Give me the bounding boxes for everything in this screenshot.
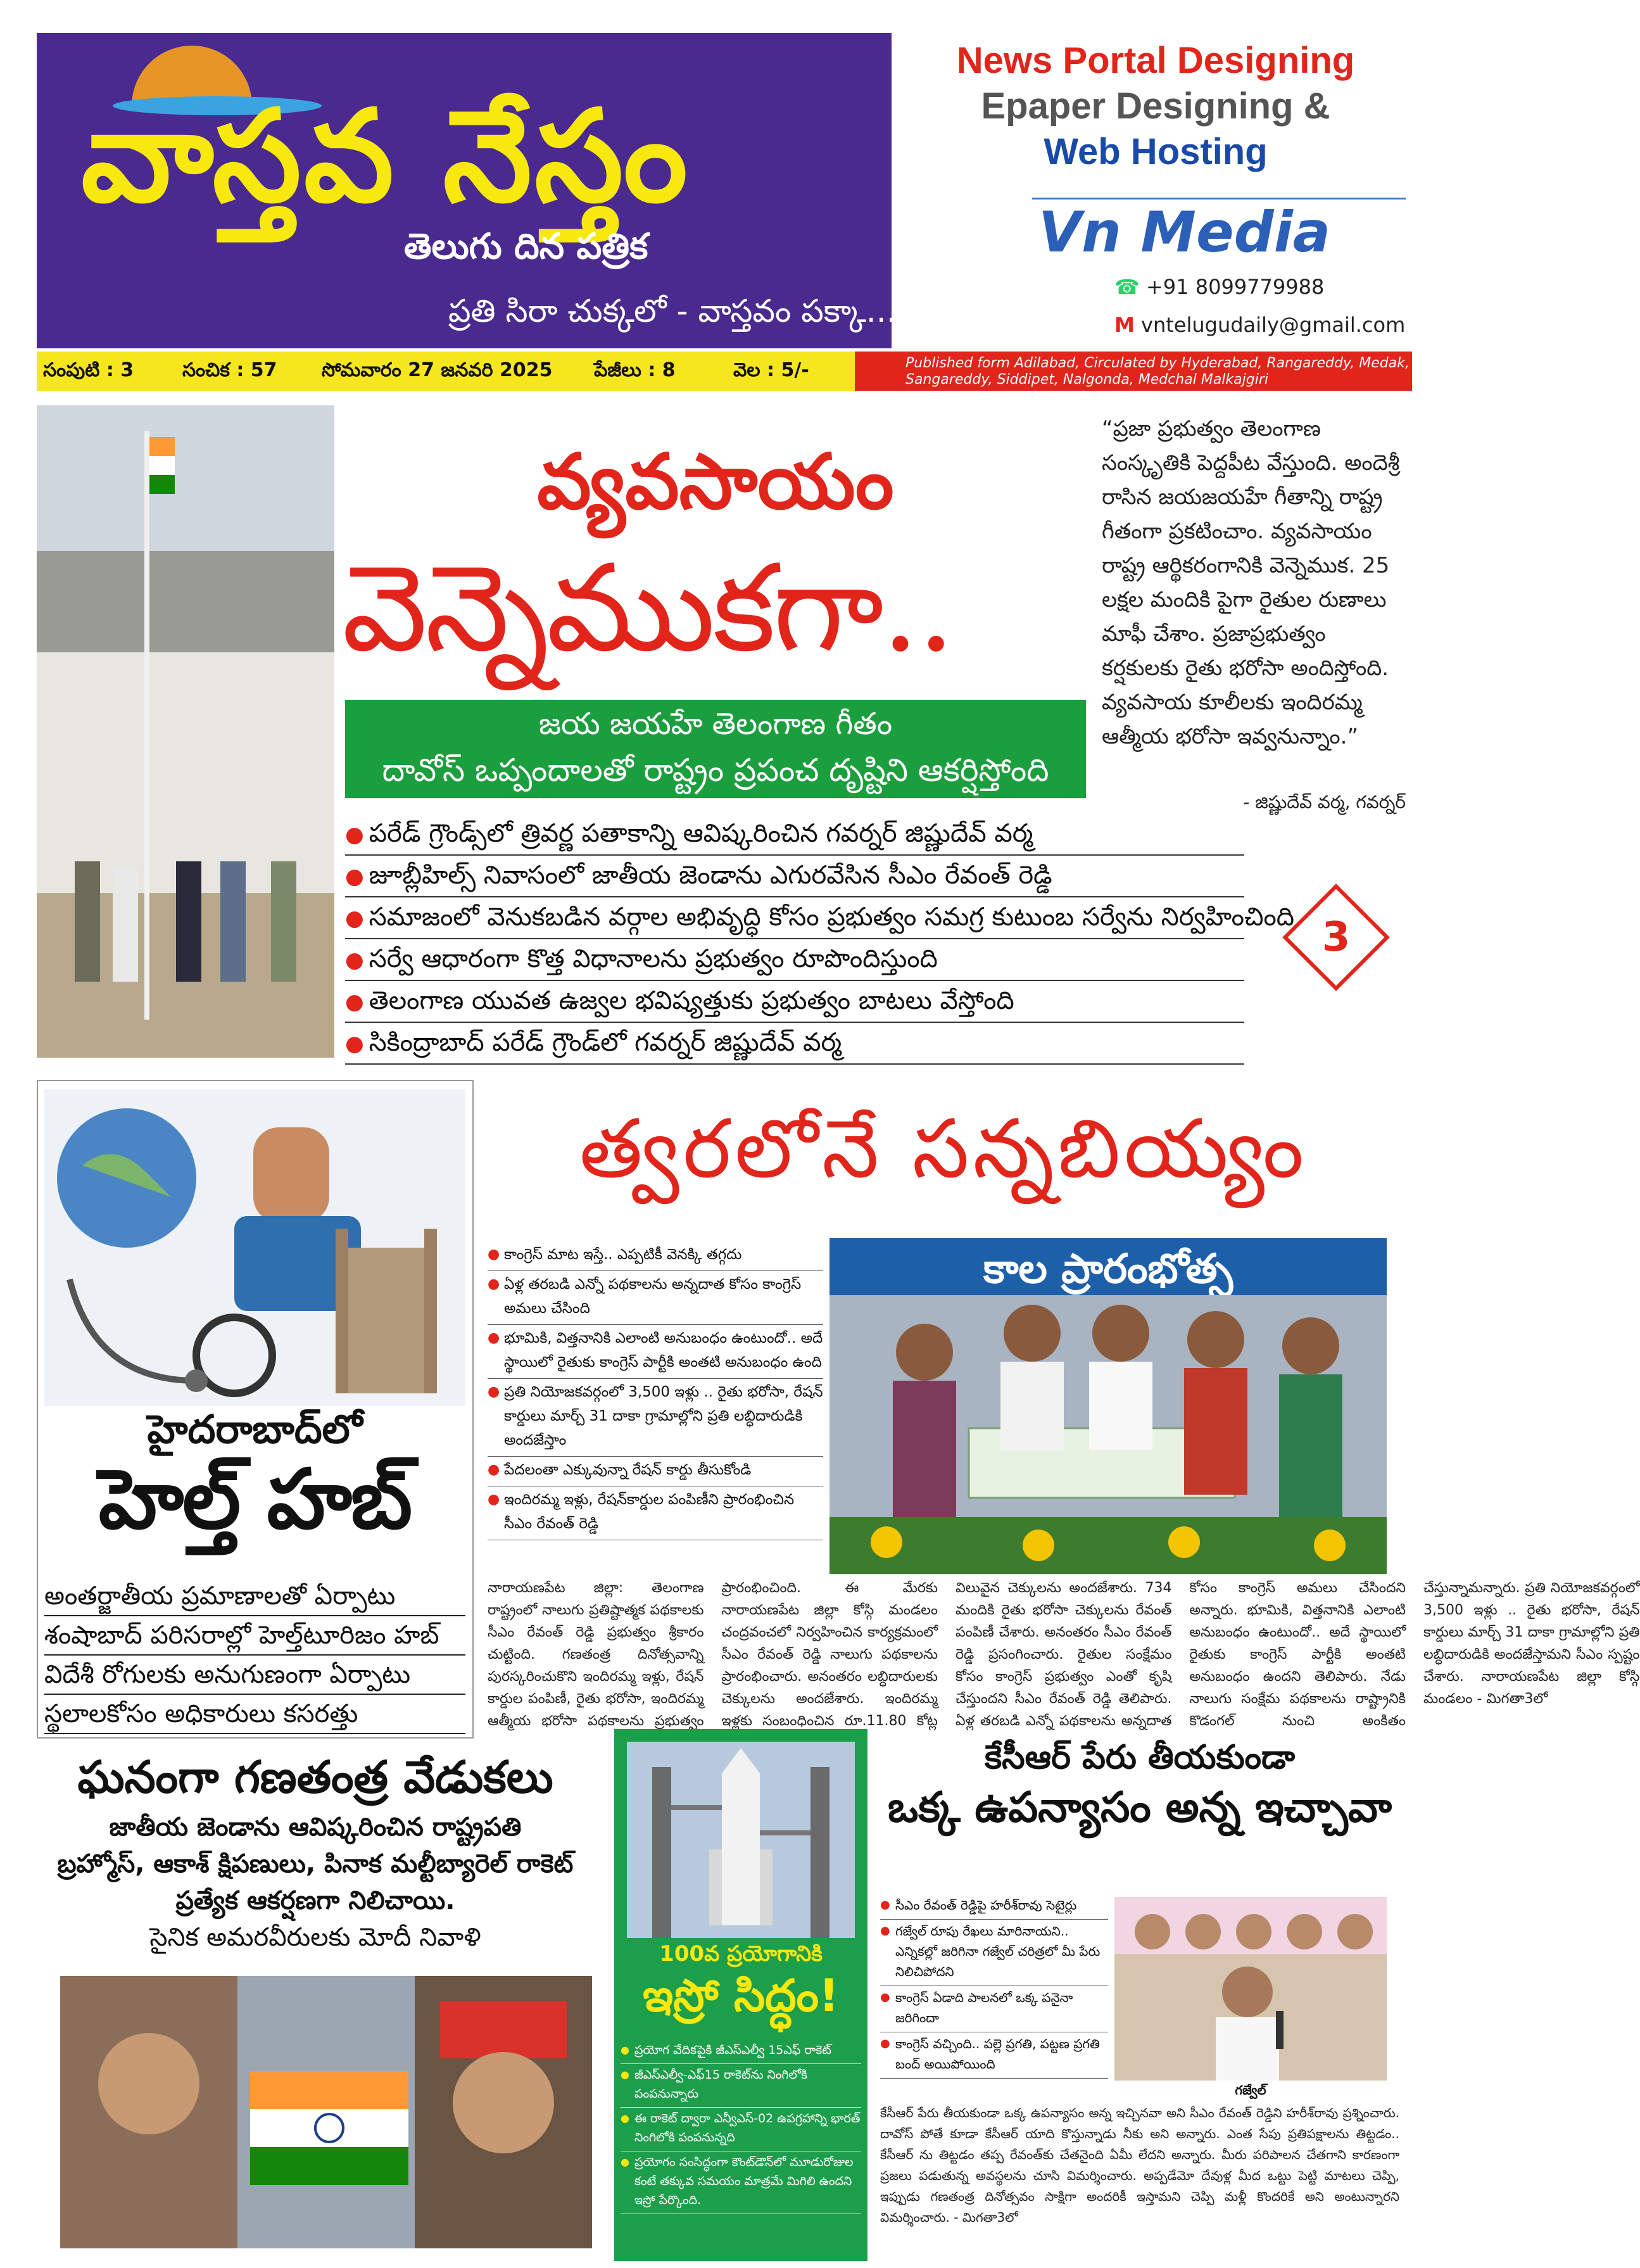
list-item: ● కాంగ్రెస్ ఏడాది పాలనలో ఒక్క పనైనా జరిగిందా (880, 1986, 1108, 2032)
republic-day-subhead-3: ప్రత్యేక ఆకర్షణగా నిలిచాయి. (175, 1886, 455, 1915)
ad-line-1: News Portal Designing (956, 40, 1355, 81)
republic-day-headline: ఘనంగా గణతంత్ర వేడుకలు (77, 1751, 553, 1803)
rice-headline: త్వరలోనే సన్నబియ్యం (579, 1102, 1308, 1196)
list-item: ● సర్వే ఆధారంగా కొత్త విధానాలను ప్రభుత్వం రూపొందిస్తుంది (345, 939, 1244, 981)
republic-day-subhead-4: సైనిక అమరవీరులకు మోదీ నివాళి (149, 1923, 481, 1952)
list-item: ● ప్రయోగ వేదికపైకి జీఎస్ఎల్వీ 15ఎఫ్ రాకెట్ (621, 2039, 861, 2064)
whatsapp-icon: ☎ (1114, 275, 1140, 299)
rice-article-body: నారాయణపేట జిల్లా: తెలంగాణ రాష్ట్రంలో నాలుగు ప్రతిష్టాత్మక పథకాలకు సీఎం రేవంత్ రెడ్డి ప్రభుత్వం శ్రీకారం చుట్టింది. గణతంత్ర దినోత్సవాన్ని పురస్కరించుకొని ఇందిరమ్మ ఇళ్లు, రేషన్ కార్డుల పంపిణీ, రైతు భరోసా, ఇందిరమ్మ ఆత్మీయ భరోసా పథకాలను ప్రభుత్వం ప్రారంభించింది. ఈ మేరకు నారాయణపేట జిల్లా కోస్గి మండలం చంద్రవంచలో నిర్వహించిన కార్యక్రమంలో సీఎం రేవంత్ రెడ్డి నాలుగు పథకాలను ప్రారంభించారు. అనంతరం లబ్ధిదారులకు చెక్కులను అందజేశారు. ఇందిరమ్మ ఇళ్లకు సంబంధించిన రూ.11.80 కోట్ల విలువైన చెక్కులను అందజేశారు. 734 మందికి రైతు భరోసా చెక్కులను రేవంత్ పంపిణీ చేశారు. అనంతరం సీఎం రేవంత్ రెడ్డి ప్రసంగించారు. రైతుల సంక్షేమం కోసం కాంగ్రెస్ ప్రభుత్వం ఎంతో కృషి చేస్తుందని సీఎం రేవంత్ రెడ్డి తెలిపారు. ఏళ్ల తరబడి ఎన్నో పథకాలను అన్నదాత కోసం కాంగ్రెస్ అమలు చేసిందని అన్నారు. భూమికి, విత్తనానికి ఎలాంటి అనుబంధం ఉంటుందో.. అదే స్థాయిలో రైతుకు కాంగ్రెస్ పార్టీకి అంతటి అనుబంధం ఉందని తెలిపారు. నేడు నాలుగు సంక్షేమ పథకాలను రాష్ట్రానికి కొడంగల్ నుంచి అంకితం చేస్తున్నామన్నారు. ప్రతి నియోజకవర్గంలో 3,500 ఇళ్లు .. రైతు భరోసా, రేషన్ కార్డులు మార్చ్ 31 దాకా గ్రామాల్లోని ప్రతి లబ్ధిదారుడికి అందజేస్తామని సీఎం స్పష్టం చేశారు. నారాయణపేట జిల్లా కోస్గి మండలం - మిగతా3లో (488, 1580, 1640, 1729)
list-item: ● కాంగ్రెస్ వచ్చింది.. పల్లె ప్రగతి, పట్టణ ప్రగతి బంద్ అయిపోయింది (880, 2032, 1108, 2079)
list-item: ● కాంగ్రెస్ మాట ఇస్తే.. ఎప్పటికీ వెనక్కి తగ్గదు (488, 1241, 823, 1271)
newspaper-tagline: ప్రతి సిరా చుక్కలో - వాస్తవం పక్కా... (448, 293, 897, 329)
volume-label: సంపుటి : 3 (43, 359, 134, 381)
newspaper-title: వాస్తవ నేస్తం (81, 82, 690, 231)
cheque-distribution-photo (829, 1238, 1387, 1574)
list-item: ● జూబ్లీహిల్స్ నివాసంలో జాతీయ జెండాను ఎగురవేసిన సీఎం రేవంత్ రెడ్డి (345, 856, 1244, 897)
kcr-bullets (880, 1894, 1108, 2079)
ad-line-2: Epaper Designing & (981, 86, 1330, 127)
list-item: అంతర్జాతీయ ప్రమాణాలతో ఏర్పాటు (44, 1577, 465, 1616)
issue-info-bar (37, 352, 892, 391)
list-item: ● పేదలంతా ఎక్కువున్నా రేషన్ కార్డు తీసుకోండి (488, 1457, 823, 1486)
list-item: ● సమాజంలో వెనుకబడిన వర్గాల అభివృద్ధి కోసం ప్రభుత్వం సమగ్ర కుటుంబ సర్వేను నిర్వహించింది (345, 897, 1244, 939)
newspaper-subtitle: తెలుగు దిన పత్రిక (404, 226, 648, 267)
flag-hoisting-photo (37, 405, 334, 1058)
health-heading-small: హైదరాబాద్‌లో (147, 1406, 363, 1452)
gmail-icon: M (1114, 313, 1135, 337)
subdeck-line-2: దావోస్ ఒప్పందాలతో రాష్ట్రం ప్రపంచ దృష్టిని ఆకర్షిస్తోంది (382, 752, 1049, 789)
pages-label: పేజీలు : 8 (594, 359, 676, 381)
governor-quote: “ప్రజా ప్రభుత్వం తెలంగాణ సంస్కృతికి పెద్దపీట వేస్తుంది. అందెశ్రీ రాసిన జయజయహే గీతాన్ని రాష్ట్ర గీతంగా ప్రకటించాం. వ్యవసాయం రాష్ట్ర ఆర్థికరంగానికి వెన్నెముక. 25 లక్షల మందికి పైగా రైతుల రుణాలు మాఫీ చేశాం. ప్రజాప్రభుత్వం కర్షకులకు రైతు భరోసా అందిస్తోంది. వ్యవసాయ కూలీలకు ఇందిరమ్మ ఆత్మీయ భరోసా ఇవ్వనున్నాం.” (1102, 416, 1400, 749)
isro-bullets (621, 2039, 861, 2214)
republic-day-photo (60, 1976, 592, 2248)
health-heading-large: హెల్త్ హబ్ (98, 1450, 412, 1547)
list-item: శంషాబాద్ పరిసరాల్లో హెల్త్‌టూరిజం హబ్ (44, 1616, 465, 1656)
headline-subdeck (345, 700, 1086, 798)
list-item: విదేశీ రోగులకు అనుగుణంగా ఏర్పాటు (44, 1656, 465, 1695)
kcr-photo-caption: గజ్వేల్ (1235, 2082, 1266, 2098)
date-label: సోమవారం 27 జనవరి 2025 (322, 359, 553, 381)
masthead (37, 33, 897, 348)
list-item: ● సీఎం రేవంత్ రెడ్డిపై హరీశ్‌రావు సెటైర్లు (880, 1894, 1108, 1920)
list-item: ● సికింద్రాబాద్ పరేడ్ గ్రౌండ్‌లో గవర్నర్ జిష్ణుదేవ్ వర్మ (345, 1023, 1244, 1065)
main-headline: వెన్నెముకగా.. (342, 538, 953, 678)
whatsapp-phone: ☎ +91 8099779988 (1114, 275, 1325, 299)
quote-attribution: - జిష్ణుదేవ్ వర్మ, గవర్నర్ (1243, 792, 1406, 813)
page-ref-number[interactable]: 3 (1321, 914, 1351, 961)
kcr-headline-large: ఒక్క ఉపన్యాసం అన్న ఇచ్చావా (888, 1783, 1392, 1832)
ad-brand: Vn Media (1032, 198, 1406, 266)
list-item: ● భూమికి, విత్తనానికి ఎలాంటి అనుబంధం ఉంటుందో.. అదే స్థాయిలో రైతుకు కాంగ్రెస్ పార్టీకి అంతటి అనుబంధం ఉంది (488, 1325, 823, 1379)
email-address: M vntelugudaily@gmail.com (1114, 313, 1406, 337)
subdeck-line-1: జయ జయహే తెలంగాణ గీతం (538, 706, 893, 742)
list-item: ● ఏళ్ల తరబడి ఎన్నో పథకాలను అన్నదాత కోసం కాంగ్రెస్ అమలు చేసింది (488, 1271, 823, 1325)
kcr-headline-small: కేసీఆర్ పేరు తీయకుండా (984, 1739, 1296, 1777)
republic-day-subhead-1: జాతీయ జెండాను ఆవిష్కరించిన రాష్ట్రపతి (109, 1813, 522, 1842)
republic-day-subhead-2: బ్రహ్మోస్, ఆకాశ్ క్షిపణులు, పినాక మల్టీబ్యారెల్ రాకెట్ (57, 1849, 574, 1878)
health-hub-illustration (44, 1089, 465, 1406)
list-item: ● ఈ రాకెట్ ద్వారా ఎన్వీఎస్-02 ఉపగ్రహాన్ని భారత్ నింగిలోకి పంపనున్నది (621, 2108, 861, 2151)
list-item: స్థలాలకోసం అధికారులు కసరత్తు (44, 1695, 465, 1734)
list-item: ● తెలంగాణ యువత ఉజ్వల భవిష్యత్తుకు ప్రభుత్వం బాటలు వేస్తోంది (345, 981, 1244, 1023)
list-item: ● ప్రతి నియోజకవర్గంలో 3,500 ఇళ్లు .. రైతు భరోసా, రేషన్ కార్డులు మార్చ్ 31 దాకా గ్రామాల్లోని ప్రతి లబ్ధిదారుడికి అందజేస్తాం (488, 1379, 823, 1457)
publication-info: Published form Adilabad, Circulated by Hyderabad, Rangareddy, Medak, Sangareddy, Siddipet, Nalgonda, Medchal Malkajgiri (855, 352, 1412, 391)
harish-rao-speech-photo (1114, 1897, 1387, 2081)
list-item: ● ప్రయోగం సంసిద్ధంగా కౌంట్‌డౌన్‌లో మూడురోజుల కంటే తక్కువ సమయం మాత్రమే మిగిలి ఉందని ఇస్రో పేర్కొంది. (621, 2151, 861, 2214)
list-item: ● గజ్వేల్ రూపు రేఖలు మారినాయని.. ఎన్నికల్లో జరిగినా గజ్వేల్ చరిత్రలో మీ పేరు నిలిచిపోదని (880, 1920, 1108, 1986)
photo-banner-text: కాల ప్రారంభోత్స (983, 1246, 1233, 1293)
top-story-bullets (345, 814, 1295, 1065)
rocket-launchpad-photo (627, 1742, 855, 1938)
ad-line-3: Web Hosting (1044, 131, 1268, 172)
issue-label: సంచిక : 57 (182, 359, 277, 381)
rice-bullets (488, 1241, 823, 1540)
health-points (44, 1577, 465, 1734)
kcr-article-body: కేసీఆర్ పేరు తీయకుండా ఒక్క ఉపన్యాసం అన్న ఇచ్చినవా అని సీఎం రేవంత్ రెడ్డిని హరీశ్‌రావు ప్రశ్నించారు. దావోస్ పోతే కూడా కేసీఆర్ యాది కొస్తున్నాడు నీకు అని అన్నారు. ఎంత సేపు ప్రతిపక్షాలను తిట్టడం.. కేసీఆర్ ను తిట్టడం తప్ప రేవంత్‌కు చేతనైంది ఏమీ లేదని అన్నారు. మీరు పరిపాలన చేతగాని కారణంగా ప్రజలు పడుతున్న అవస్థలను చూసి విమర్శించారు. అప్పడేమో దేవుళ్ల మీద ఒట్టు పెట్టి మాటలు చెప్పి, ఇప్పుడు గణతంత్ర దినోత్సవం సాక్షిగా అందరికీ ఇస్తామని చెప్పి మళ్లీ కొందరికే అని అంటున్నారని విమర్శించారు. - మిగతా3లో (880, 2105, 1399, 2225)
main-headline-top: వ్యవసాయం (537, 437, 894, 526)
list-item: ● ఇందిరమ్మ ఇళ్లు, రేషన్‌కార్డుల పంపిణీని ప్రారంభించిన సీఎం రేవంత్ రెడ్డి (488, 1486, 823, 1540)
price-label: వెల : 5/- (733, 359, 809, 381)
list-item: ● జీఎస్ఎల్వీ-ఎఫ్15 రాకెట్‌ను నింగిలోకి పంపనున్నారు (621, 2064, 861, 2108)
isro-heading-large: ఇస్రో సిద్ధం! (643, 1970, 839, 2022)
list-item: ● పరేడ్ గ్రౌండ్స్‌లో త్రివర్ణ పతాకాన్ని ఆవిష్కరించిన గవర్నర్ జిష్ణుదేవ్ వర్మ (345, 814, 1244, 856)
vn-media-ad[interactable] (899, 33, 1412, 348)
isro-heading-small: 100వ ప్రయోగానికి (659, 1941, 823, 1967)
